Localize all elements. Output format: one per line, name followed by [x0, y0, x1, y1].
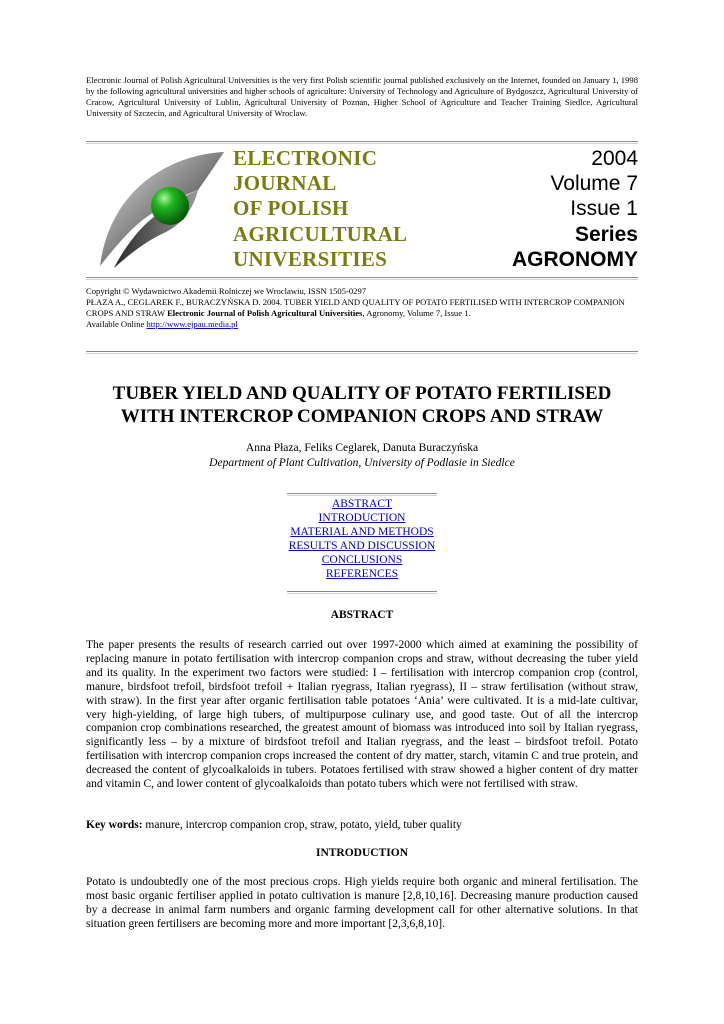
- header-bottom-rule: [86, 277, 638, 280]
- journal-name-line: ELECTRONIC: [233, 146, 378, 170]
- journal-name: [233, 146, 407, 272]
- journal-name-line: UNIVERSITIES: [233, 246, 388, 271]
- journal-description: Electronic Journal of Polish Agricultural Universities is the very first Polish scientific journal published exclusively on the Internet, founded on January 1, 1998 by the following agricultural universities and higher schools of agriculture: University of Technology and Agriculture of Bydgoszcz, Agricultural University of Cracow, Agricultural University of Lublin, Agricultural University of Poznan, Higher School of Agriculture and Teacher Training Siedlce, Agricultural University of Szczecin, and Agricultural University of Wroclaw.: [86, 75, 638, 118]
- toc-bottom-rule: [287, 591, 437, 594]
- toc-link-results-and-discussion[interactable]: RESULTS AND DISCUSSION: [288, 540, 436, 552]
- issue-number: Issue 1: [570, 197, 638, 221]
- series-label: Series: [574, 222, 638, 246]
- toc-link-references[interactable]: REFERENCES: [325, 568, 399, 580]
- article-authors: Anna Płaza, Feliks Ceglarek, Danuta Buraczyńska: [245, 442, 479, 454]
- issue-volume: Volume 7: [550, 172, 638, 196]
- toc-link-introduction[interactable]: INTRODUCTION: [318, 512, 406, 524]
- journal-logo-icon: [86, 146, 226, 271]
- article-title-line: WITH INTERCROP COMPANION CROPS AND STRAW: [120, 406, 604, 427]
- keywords: [86, 819, 638, 833]
- header-top-rule: [86, 141, 638, 144]
- citation: [86, 297, 638, 319]
- introduction-text: Potato is undoubtedly one of the most precious crops. High yields require both organic and mineral fertilisation. The most basic organic fertiliser applied in potato cultivation is manure [2,8,10,16]. Decreasing manure production caused by a decrease in animal farm numbers and organic farming development call for other alternative solutions. In that situation green fertilisers are becoming more and more important [2,3,6,8,10].: [86, 876, 638, 930]
- toc-link-conclusions[interactable]: CONCLUSIONS: [321, 554, 403, 566]
- toc-link-abstract[interactable]: ABSTRACT: [331, 498, 393, 510]
- toc-link-material-and-methods[interactable]: MATERIAL AND METHODS: [290, 526, 434, 538]
- issue-info: [512, 146, 638, 272]
- journal-name-line: OF POLISH: [233, 196, 349, 221]
- journal-url-link[interactable]: http://www.ejpau.media.pl: [146, 319, 238, 329]
- citation-journal: Electronic Journal of Polish Agricultural Universities: [167, 308, 363, 318]
- citation-text: PŁAZA A., CEGLAREK F., BURACZYŃSKA D. 2004. TUBER YIELD AND QUALITY OF POTATO FERTILISED WITH INTERCROP COMPANION CROPS AND STRAW: [86, 297, 625, 318]
- article-title: [86, 382, 638, 428]
- keywords-label: Key words:: [86, 819, 143, 831]
- series-name: AGRONOMY: [512, 247, 638, 271]
- journal-header: [86, 146, 638, 271]
- journal-name-line: AGRICULTURAL: [233, 221, 408, 246]
- journal-name-line: JOURNAL: [233, 171, 337, 196]
- issue-year: 2004: [591, 147, 638, 170]
- article-department: Department of Plant Cultivation, University of Podlasie in Siedlce: [209, 457, 515, 469]
- table-of-contents: [86, 497, 638, 581]
- copyright-block: [86, 286, 638, 330]
- copyright-line: Copyright © Wydawnictwo Akademii Rolniczej we Wroclawiu, ISSN 1505-0297: [86, 286, 367, 296]
- introduction-heading: INTRODUCTION: [315, 847, 408, 859]
- keywords-list: manure, intercrop companion crop, straw, potato, yield, tuber quality: [142, 819, 462, 831]
- citation-tail: , Agronomy, Volume 7, Issue 1.: [362, 308, 471, 318]
- abstract-heading: ABSTRACT: [330, 609, 394, 621]
- copyright-rule: [86, 351, 638, 354]
- abstract-text: The paper presents the results of research carried out over 1997-2000 which aimed at examining the possibility of replacing manure in potato fertilisation with intercrop companion crops and straw, without decreasing the tuber yield and its quality. In the experiment two factors were studied: I – fertilisation with intercrop companion crop (control, manure, birdsfoot trefoil, birdsfoot trefoil + Italian ryegrass, Italian ryegrass), II – straw fertilisation (without straw, with straw). In the first year after organic fertilisation table potatoes ‘Ania’ were cultivated. It is a mid-late cultivar, very high-yielding, of large high tubers, of multipurpose culinary use, and good taste. Out of all the intercrop companion crop combinations researched, the greatest amount of biomass was introduced into soil by Italian ryegrass, significantly less – by a mixture of birdsfoot trefoil and Italian ryegrass, and the least – birdsfoot trefoil. Potato fertilisation with intercrop companion crops increased the content of dry matter, starch, vitamin C and true protein, and decreased the content of glycoalkaloids in tubers. Potatoes fertilised with straw showed a higher content of dry matter and vitamin C, and lower content of glycoalkaloids than potato tubers which were not fertilised with straw.: [86, 639, 638, 791]
- available-label: Available Online: [86, 319, 147, 329]
- availability: [86, 319, 638, 330]
- article-title-line: TUBER YIELD AND QUALITY OF POTATO FERTILISED: [112, 383, 612, 404]
- toc-top-rule: [287, 493, 437, 496]
